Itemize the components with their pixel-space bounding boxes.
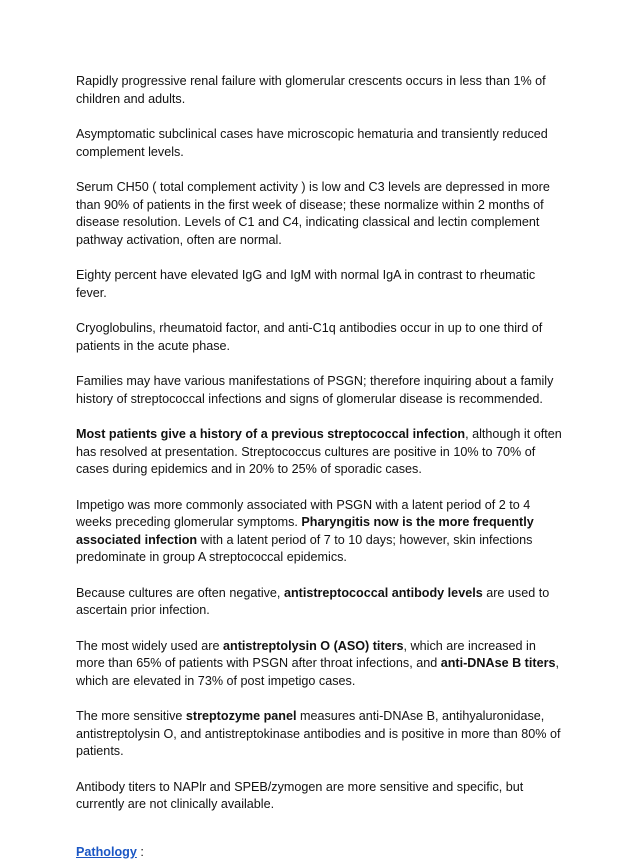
paragraph-list (76, 73, 566, 814)
bold-text-run: anti-DNAse B titers (441, 656, 556, 670)
text-run: Cryoglobulins, rheumatoid factor, and anti-C1q antibodies occur in up to one third of patients in the acute phase. (76, 321, 542, 353)
text-run: Antibody titers to NAPlr and SPEB/zymogen are more sensitive and specific, but currently are not clinically available. (76, 780, 523, 812)
text-run: are used to ascertain prior infection. (76, 586, 549, 618)
body-paragraph (76, 638, 566, 691)
text-run: The most widely used are (76, 639, 223, 653)
body-paragraph (76, 779, 566, 814)
pathology-link[interactable]: Pathology (76, 845, 137, 859)
body-paragraph (76, 267, 566, 302)
text-run: with a latent period of 7 to 10 days; however, skin infections predominate in group A streptococcal epidemics. (76, 533, 532, 565)
text-run: Because cultures are often negative, (76, 586, 284, 600)
text-run: measures anti-DNAse B, antihyaluronidase, antistreptolysin O, and antistreptokinase antibodies and is positive in more than 80% of patients. (76, 709, 560, 758)
body-paragraph (76, 426, 566, 479)
section-heading-suffix: : (137, 845, 144, 859)
document-body (76, 73, 566, 861)
section-heading (76, 844, 566, 861)
body-paragraph (76, 497, 566, 567)
body-paragraph (76, 126, 566, 161)
body-paragraph (76, 73, 566, 108)
text-run: Families may have various manifestations of PSGN; therefore inquiring about a family history of streptococcal infections and signs of glomerular disease is recommended. (76, 374, 553, 406)
body-paragraph (76, 708, 566, 761)
text-run: The more sensitive (76, 709, 186, 723)
bold-text-run: Most patients give a history of a previous streptococcal infection (76, 427, 465, 441)
body-paragraph (76, 373, 566, 408)
body-paragraph (76, 179, 566, 249)
bold-text-run: Pharyngitis now is the more frequently associated infection (76, 515, 534, 547)
bold-text-run: antistreptococcal antibody levels (284, 586, 483, 600)
bold-text-run: antistreptolysin O (ASO) titers (223, 639, 404, 653)
text-run: , which are elevated in 73% of post impetigo cases. (76, 656, 559, 688)
text-run: Rapidly progressive renal failure with glomerular crescents occurs in less than 1% of children and adults. (76, 74, 546, 106)
text-run: Eighty percent have elevated IgG and IgM with normal IgA in contrast to rheumatic fever. (76, 268, 535, 300)
text-run: Serum CH50 ( total complement activity ) is low and C3 levels are depressed in more than 90% of patients in the first week of disease; these normalize within 2 months of disease resolution. Levels of C1 and C4, indicating classical and lectin complement pathway activation, often are normal. (76, 180, 550, 247)
body-paragraph (76, 585, 566, 620)
text-run: , which are increased in more than 65% of patients with PSGN after throat infections, and (76, 639, 536, 671)
body-paragraph (76, 320, 566, 355)
text-run: Impetigo was more commonly associated with PSGN with a latent period of 2 to 4 weeks preceding glomerular symptoms. (76, 498, 530, 530)
text-run: , although it often has resolved at presentation. Streptococcus cultures are positive in 10% to 70% of cases during epidemics and in 20% to 25% of sporadic cases. (76, 427, 562, 476)
text-run: Asymptomatic subclinical cases have microscopic hematuria and transiently reduced complement levels. (76, 127, 548, 159)
bold-text-run: streptozyme panel (186, 709, 297, 723)
